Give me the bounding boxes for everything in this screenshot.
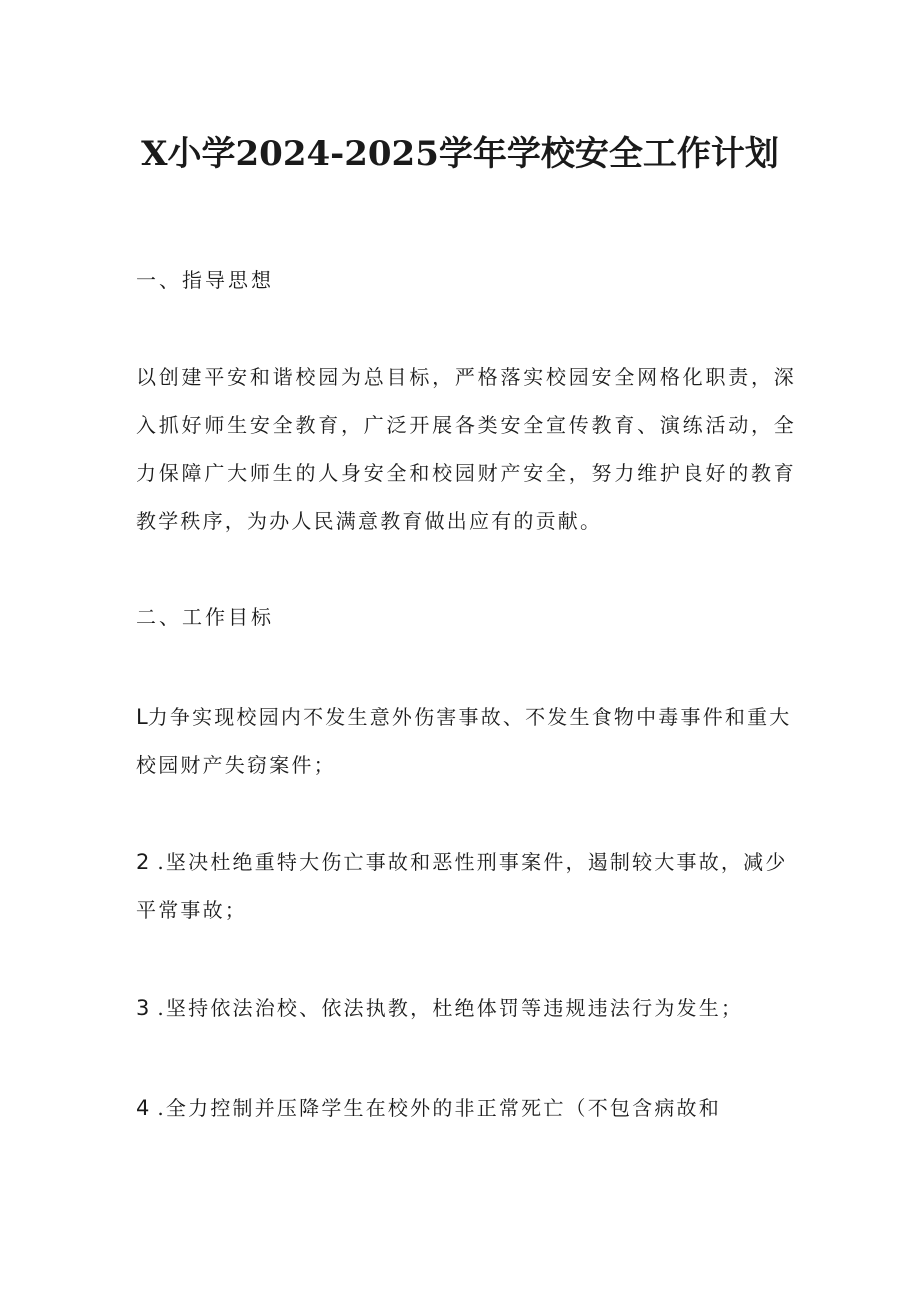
goal-item-number: L (136, 705, 148, 729)
goal-item-number: 4 (136, 1096, 150, 1120)
goal-item-1 (136, 693, 796, 789)
goal-item-text: 力争实现校园内不发生意外伤害事故、不发生食物中毒事件和重大校园财产失窃案件； (136, 705, 792, 777)
goal-item-text: .坚持依法治校、依法执教，杜绝体罚等违规违法行为发生； (157, 996, 744, 1020)
goal-item-text: .全力控制并压降学生在校外的非正常死亡（不包含病故和 (157, 1096, 721, 1120)
goal-item-4 (136, 1084, 796, 1132)
paragraph-guiding-ideology (136, 353, 796, 545)
goal-item-2 (136, 838, 796, 934)
paragraph-text: 以创建平安和谐校园为总目标，严格落实校园安全网格化职责，深入抓好师生安全教育，广泛开展各类安全宣传教育、演练活动，全力保障广大师生的人身安全和校园财产安全，努力维护良好的教育教学秩序，为办人民满意教育做出应有的贡献。 (136, 365, 796, 533)
section-heading-work-goals: 二、工作目标 (136, 605, 274, 629)
goal-item-3 (136, 984, 796, 1032)
goal-item-number: 3 (136, 996, 150, 1020)
goal-item-number: 2 (136, 850, 150, 874)
section-heading-guiding-ideology: 一、指导思想 (136, 268, 274, 292)
page-title: X小学2024-2025学年学校安全工作计划 (141, 134, 779, 174)
goal-item-text: .坚决杜绝重特大伤亡事故和恶性刑事案件，遏制较大事故，减少平常事故； (136, 850, 788, 922)
